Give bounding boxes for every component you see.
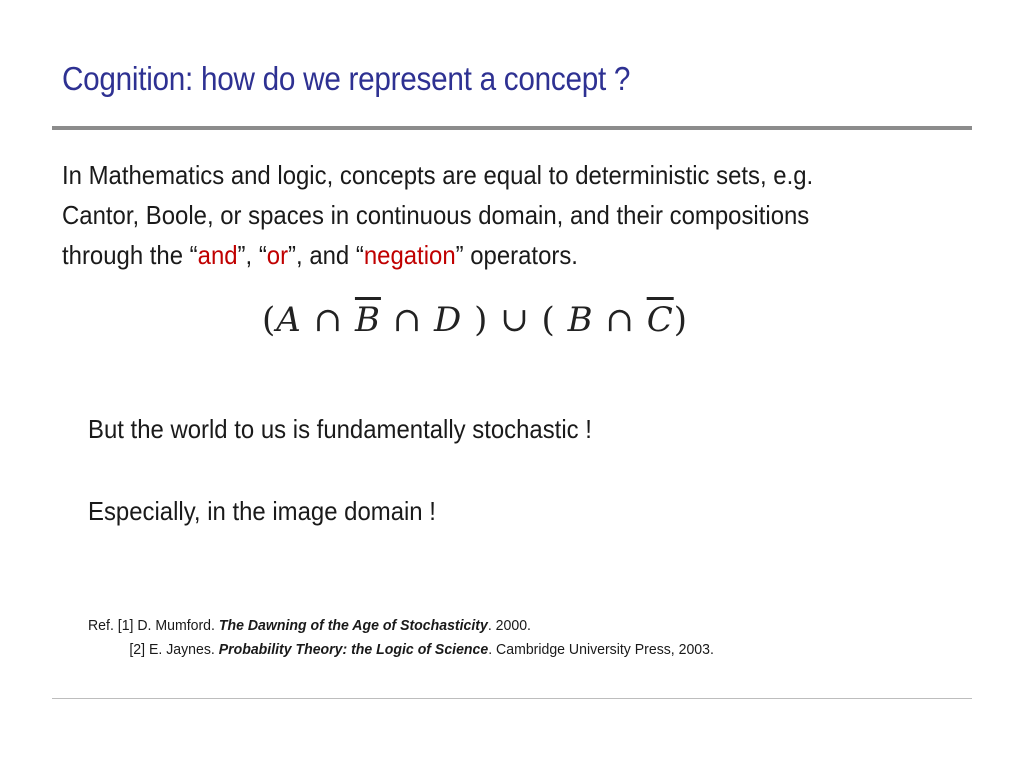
set-formula: (A ∩ $\overline{B}$ ∩ D ) ∪ ( B ∩ $\overline{C}$) <box>262 300 688 340</box>
intro-line-3: through the “and”, “or”, and “negation” operators. <box>62 240 578 270</box>
slide-title: Cognition: how do we represent a concept ? <box>62 60 631 97</box>
negation-operator: negation <box>363 240 456 270</box>
and-operator: and <box>197 240 238 270</box>
references <box>88 614 714 662</box>
reference-2: [2] E. Jaynes. Probability Theory: the Logic of Science. Cambridge University Press, 2003. <box>129 641 714 658</box>
b-bar: $\overline{B}$ <box>354 300 381 340</box>
intro-line-1: In Mathematics and logic, concepts are equal to deterministic sets, e.g. <box>62 160 814 190</box>
stochastic-statement: But the world to us is fundamentally stochastic ! <box>88 414 592 444</box>
image-domain-statement: Especially, in the image domain ! <box>88 496 436 526</box>
title-divider <box>52 126 972 130</box>
footer-divider <box>52 698 972 699</box>
c-bar: $\overline{C}$ <box>646 300 674 340</box>
or-operator: or <box>266 240 289 270</box>
intro-paragraph <box>62 155 927 275</box>
reference-1: Ref. [1] D. Mumford. The Dawning of the Age of Stochasticity. 2000. <box>88 617 531 634</box>
reference-1-title: The Dawning of the Age of Stochasticity <box>218 617 488 634</box>
reference-2-title: Probability Theory: the Logic of Science <box>218 641 489 658</box>
intro-line-2: Cantor, Boole, or spaces in continuous domain, and their compositions <box>62 200 810 230</box>
